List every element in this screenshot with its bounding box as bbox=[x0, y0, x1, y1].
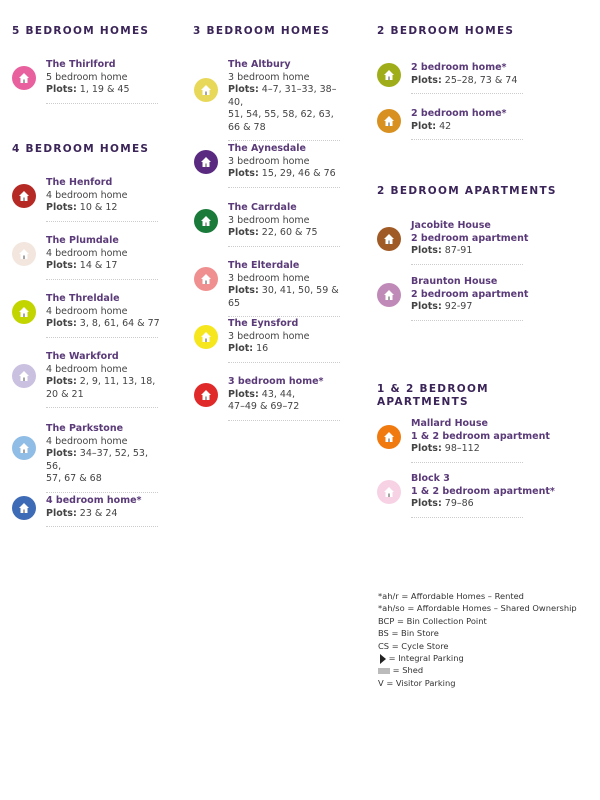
house-icon bbox=[377, 227, 401, 251]
house-type-entry bbox=[228, 376, 346, 421]
house-icon bbox=[12, 300, 36, 324]
apartment-type: 1 & 2 bedroom apartment* bbox=[411, 485, 555, 497]
house-type-entry bbox=[46, 351, 164, 408]
plots-value: 42 bbox=[439, 120, 452, 132]
house-type-entry bbox=[411, 473, 555, 518]
house-name: The Thirlford bbox=[46, 59, 116, 70]
house-type: 3 bedroom home bbox=[228, 330, 310, 342]
plots-value: 1, 19 & 45 bbox=[79, 84, 130, 95]
house-name: The Aynesdale bbox=[228, 143, 306, 154]
house-type: 3 bedroom home bbox=[228, 214, 310, 226]
heading-2-bedroom: 2 BEDROOM HOMES bbox=[377, 25, 515, 37]
divider bbox=[46, 221, 158, 222]
house-icon bbox=[377, 63, 401, 87]
divider bbox=[228, 246, 340, 247]
plots-value: 92-97 bbox=[444, 301, 473, 312]
house-name: Jacobite House bbox=[411, 220, 491, 231]
plots-value: 2, 9, 11, 13, 18, 20 & 21 bbox=[46, 376, 156, 400]
house-type: 4 bedroom home bbox=[46, 305, 128, 317]
divider bbox=[411, 93, 523, 94]
house-type-entry bbox=[46, 495, 164, 527]
plots-value: 10 & 12 bbox=[79, 202, 118, 213]
plots-label: Plots: bbox=[411, 245, 442, 256]
house-type-entry bbox=[228, 143, 346, 188]
plots bbox=[46, 448, 164, 486]
house-type-entry bbox=[46, 293, 164, 338]
plots-label: Plots: bbox=[46, 507, 77, 519]
house-type: 4 bedroom home bbox=[46, 363, 128, 375]
plots-label: Plots: bbox=[228, 227, 259, 238]
plots bbox=[411, 301, 529, 314]
plots-value: 79–86 bbox=[444, 498, 474, 509]
legend-item: V = Visitor Parking bbox=[378, 677, 456, 688]
plots bbox=[46, 202, 164, 215]
divider bbox=[228, 187, 340, 188]
house-icon bbox=[12, 184, 36, 208]
plots-value: 22, 60 & 75 bbox=[261, 227, 318, 238]
house-type-entry bbox=[411, 418, 550, 463]
plots bbox=[228, 389, 346, 414]
divider bbox=[46, 526, 158, 527]
house-name: The Warkford bbox=[46, 351, 119, 362]
house-icon bbox=[194, 150, 218, 174]
plots-value: 3, 8, 61, 64 & 77 bbox=[79, 318, 160, 329]
house-name: The Carrdale bbox=[228, 202, 297, 213]
heading-2-bedroom-apartments: 2 BEDROOM APARTMENTS bbox=[377, 185, 557, 197]
plots-value: 43, 44, 47–49 & 69–72 bbox=[228, 388, 300, 412]
plots-value: 34–37, 52, 53, 56, 57, 67 & 68 bbox=[46, 448, 148, 484]
house-icon bbox=[194, 267, 218, 291]
integral-parking-icon bbox=[380, 654, 386, 664]
legend-text: = Shed bbox=[392, 665, 424, 676]
legend-item: *ah/so = Affordable Homes – Shared Ownership bbox=[378, 603, 577, 614]
house-type-entry bbox=[411, 62, 529, 94]
plots bbox=[411, 443, 529, 456]
plots bbox=[46, 84, 164, 97]
plots-label: Plots: bbox=[46, 376, 77, 387]
house-name: Braunton House bbox=[411, 276, 498, 287]
house-icon bbox=[377, 425, 401, 449]
plots bbox=[46, 376, 164, 401]
house-name: 2 bedroom home* bbox=[411, 62, 507, 73]
house-type: 3 bedroom home bbox=[228, 272, 310, 284]
plots-label: Plots: bbox=[228, 285, 259, 296]
plots bbox=[411, 245, 529, 258]
house-name: 3 bedroom home* bbox=[228, 376, 324, 387]
house-name: The Plumdale bbox=[46, 235, 119, 246]
legend bbox=[378, 590, 577, 689]
plots-label: Plots: bbox=[411, 74, 442, 86]
plots-value: 15, 29, 46 & 76 bbox=[261, 168, 336, 179]
house-icon bbox=[12, 364, 36, 388]
plots-label: Plots: bbox=[228, 168, 259, 179]
house-name: Block 3 bbox=[411, 473, 450, 484]
plots bbox=[411, 121, 529, 134]
divider bbox=[228, 362, 340, 363]
divider bbox=[46, 103, 158, 104]
house-icon bbox=[194, 78, 218, 102]
plots bbox=[228, 84, 346, 134]
plots bbox=[46, 318, 164, 331]
plots bbox=[46, 260, 164, 273]
divider bbox=[46, 279, 158, 280]
house-icon bbox=[12, 242, 36, 266]
apartment-type: 2 bedroom apartment bbox=[411, 288, 529, 300]
divider bbox=[411, 264, 523, 265]
divider bbox=[228, 420, 340, 421]
house-type: 5 bedroom home bbox=[46, 71, 128, 83]
house-type-entry bbox=[228, 260, 346, 317]
house-icon bbox=[377, 109, 401, 133]
house-icon bbox=[194, 209, 218, 233]
heading-5-bedroom: 5 BEDROOM HOMES bbox=[12, 25, 150, 37]
apartment-type: 2 bedroom apartment bbox=[411, 232, 529, 244]
house-name: The Eynsford bbox=[228, 318, 299, 329]
plots-value: 98–112 bbox=[444, 443, 480, 454]
legend-item: BCP = Bin Collection Point bbox=[378, 615, 487, 626]
plots-label: Plots: bbox=[46, 84, 77, 95]
house-icon bbox=[12, 496, 36, 520]
apartment-type: 1 & 2 bedroom apartment bbox=[411, 430, 550, 442]
house-icon bbox=[194, 383, 218, 407]
plots-label: Plot: bbox=[228, 343, 254, 354]
plots-label: Plots: bbox=[228, 388, 259, 400]
house-icon bbox=[377, 480, 401, 504]
plots bbox=[228, 285, 346, 310]
divider bbox=[411, 139, 523, 140]
divider bbox=[46, 407, 158, 408]
plots bbox=[228, 343, 346, 356]
plots bbox=[46, 508, 164, 521]
plots bbox=[411, 75, 529, 88]
house-type-entry bbox=[228, 318, 346, 363]
legend-text: = Integral Parking bbox=[388, 653, 464, 664]
house-type-entry bbox=[46, 59, 164, 104]
house-type-entry bbox=[411, 276, 529, 321]
house-name: The Altbury bbox=[228, 59, 291, 70]
house-type: 3 bedroom home bbox=[228, 155, 310, 167]
heading-4-bedroom: 4 BEDROOM HOMES bbox=[12, 143, 150, 155]
legend-item: *ah/r = Affordable Homes – Rented bbox=[378, 591, 524, 601]
plots-label: Plots: bbox=[411, 301, 442, 312]
plots-value: 87-91 bbox=[444, 245, 473, 256]
plots-label: Plots: bbox=[46, 260, 77, 271]
house-type-entry bbox=[228, 59, 346, 141]
plots-label: Plots: bbox=[46, 318, 77, 329]
divider bbox=[411, 320, 523, 321]
divider bbox=[228, 140, 340, 141]
plots-value: 14 & 17 bbox=[79, 260, 118, 271]
house-type-entry bbox=[411, 220, 529, 265]
plots-label: Plots: bbox=[411, 443, 442, 454]
house-type: 4 bedroom home bbox=[46, 435, 128, 447]
plots bbox=[411, 498, 529, 511]
plots-value: 16 bbox=[256, 343, 269, 354]
plots-label: Plot: bbox=[411, 120, 437, 132]
divider bbox=[228, 316, 340, 317]
house-icon bbox=[12, 436, 36, 460]
heading-1-2-bedroom-apartments: 1 & 2 BEDROOM APARTMENTS bbox=[377, 383, 489, 408]
plots-value: 25–28, 73 & 74 bbox=[444, 74, 518, 86]
plots bbox=[228, 227, 346, 240]
shed-icon bbox=[378, 668, 390, 674]
plots-value: 23 & 24 bbox=[79, 507, 118, 519]
plots-value: 4–7, 31–33, 38–40, 51, 54, 55, 58, 62, 63, 66 & 78 bbox=[228, 84, 337, 133]
plots bbox=[228, 168, 346, 181]
house-icon bbox=[377, 283, 401, 307]
plots-value: 30, 41, 50, 59 & 65 bbox=[228, 285, 339, 309]
house-icon bbox=[194, 325, 218, 349]
legend-item bbox=[378, 664, 577, 676]
legend-item: BS = Bin Store bbox=[378, 628, 439, 639]
legend-item bbox=[378, 652, 577, 664]
house-name: The Parkstone bbox=[46, 423, 124, 434]
house-type: 4 bedroom home bbox=[46, 189, 128, 201]
legend-item: CS = Cycle Store bbox=[378, 640, 449, 651]
house-type-entry bbox=[411, 108, 529, 140]
heading-3-bedroom: 3 BEDROOM HOMES bbox=[193, 25, 331, 37]
house-type: 4 bedroom home bbox=[46, 247, 128, 259]
plots-label: Plots: bbox=[46, 202, 77, 213]
house-type-entry bbox=[228, 202, 346, 247]
plots-label: Plots: bbox=[411, 498, 442, 509]
divider bbox=[46, 492, 158, 493]
house-name: 4 bedroom home* bbox=[46, 495, 142, 506]
plots-label: Plots: bbox=[46, 448, 77, 459]
house-name: 2 bedroom home* bbox=[411, 108, 507, 119]
plots-label: Plots: bbox=[228, 84, 259, 95]
house-type: 3 bedroom home bbox=[228, 71, 310, 83]
house-type-entry bbox=[46, 235, 164, 280]
house-name: Mallard House bbox=[411, 418, 488, 429]
house-type-entry bbox=[46, 423, 164, 493]
house-icon bbox=[12, 66, 36, 90]
divider bbox=[46, 337, 158, 338]
house-name: The Threldale bbox=[46, 293, 120, 304]
divider bbox=[411, 462, 523, 463]
house-name: The Elterdale bbox=[228, 260, 300, 271]
house-type-entry bbox=[46, 177, 164, 222]
house-name: The Henford bbox=[46, 177, 113, 188]
divider bbox=[411, 517, 523, 518]
